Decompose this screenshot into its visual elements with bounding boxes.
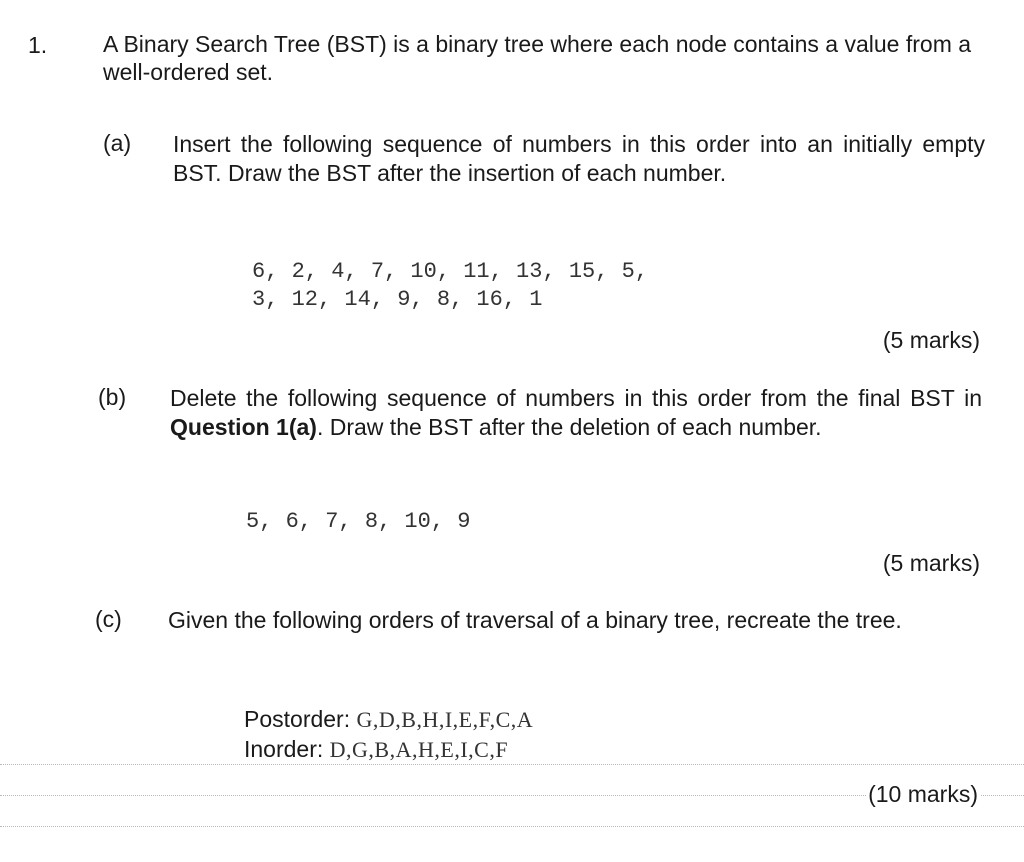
postorder-line xyxy=(244,705,533,734)
part-b-sequence: 5, 6, 7, 8, 10, 9 xyxy=(246,509,471,534)
part-c-marks: (10 marks) xyxy=(868,781,978,807)
part-a-marks: (5 marks) xyxy=(882,327,980,353)
question-intro: A Binary Search Tree (BST) is a binary tree where each node contains a value from a well-ordered set. xyxy=(103,31,972,85)
scan-line-3 xyxy=(0,826,1024,827)
part-b-text-after: . Draw the BST after the deletion of each number. xyxy=(316,414,822,440)
question-reference: Question 1(a) xyxy=(170,414,317,440)
part-a-text: Insert the following sequence of numbers in this order into an initially empty BST. Draw the BST after the insertion of each number. xyxy=(173,131,985,186)
part-b-text-before: Delete the following sequence of numbers in this order from the final BST in xyxy=(170,385,982,411)
postorder-label: Postorder: xyxy=(244,706,357,732)
part-c-label: (c) xyxy=(95,606,122,632)
part-b-label: (b) xyxy=(98,384,127,410)
part-a-sequence-line1: 6, 2, 4, 7, 10, 11, 13, 15, 5, xyxy=(252,259,649,284)
part-c-text: Given the following orders of traversal of a binary tree, recreate the tree. xyxy=(168,607,902,633)
postorder-sequence: G,D,B,H,I,E,F,C,A xyxy=(356,707,534,732)
part-a-sequence-line2: 3, 12, 14, 9, 8, 16, 1 xyxy=(252,287,543,312)
inorder-sequence: D,G,B,A,H,E,I,C,F xyxy=(329,737,509,762)
scan-line-1 xyxy=(0,764,1024,765)
question-number: 1. xyxy=(28,32,48,58)
inorder-line xyxy=(244,735,508,764)
inorder-label: Inorder: xyxy=(244,736,330,762)
part-b-marks: (5 marks) xyxy=(882,550,980,576)
part-b-text xyxy=(170,384,982,442)
part-a-label: (a) xyxy=(103,130,132,156)
